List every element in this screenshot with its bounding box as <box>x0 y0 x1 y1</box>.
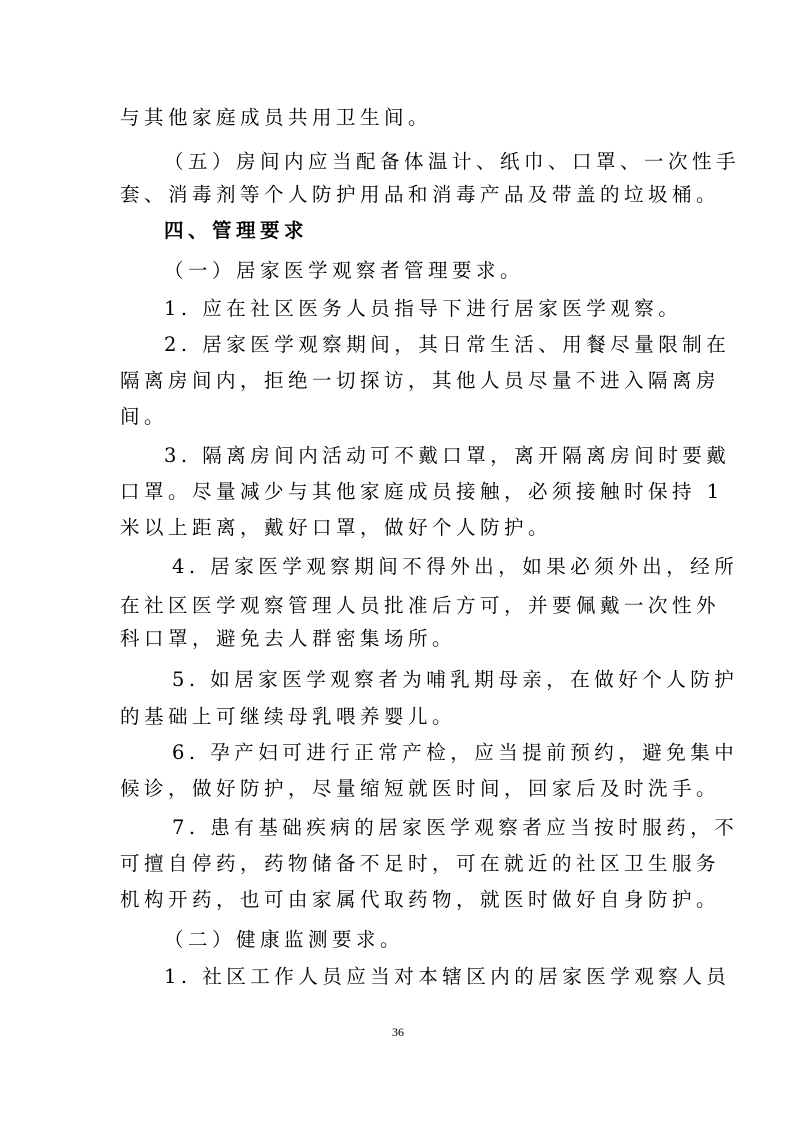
text-line: 7. 患有基础疾病的居家医学观察者应当按时服药，不 <box>172 816 739 839</box>
text-line: 机构开药，也可由家属代取药物，就医时做好自身防护。 <box>120 888 721 911</box>
text-line: 2. 居家医学观察期间，其日常生活、用餐尽量限制在 <box>164 333 731 356</box>
section-heading: 四、管理要求 <box>164 219 309 242</box>
text-line: 间。 <box>120 405 169 428</box>
text-line: 4. 居家医学观察期间不得外出，如果必须外出，经所 <box>172 555 739 578</box>
text-line: 5. 如居家医学观察者为哺乳期母亲，在做好个人防护 <box>172 668 739 691</box>
text-line: 在社区医学观察管理人员批准后方可，并要佩戴一次性外 <box>120 594 721 617</box>
page-number: 36 <box>392 1025 404 1039</box>
text-line: 可擅自停药，药物储备不足时，可在就近的社区卫生服务 <box>120 852 721 875</box>
text-line: 1. 社区工作人员应当对本辖区内的居家医学观察人员 <box>164 965 731 988</box>
text-line: 米以上距离，戴好口罩，做好个人防护。 <box>120 516 553 539</box>
text-line: 隔离房间内，拒绝一切探访，其他人员尽量不进入隔离房 <box>120 369 721 392</box>
text-line: 口罩。尽量减少与其他家庭成员接触，必须接触时保持 1 <box>120 480 724 503</box>
text-line: 1. 应在社区医务人员指导下进行居家医学观察。 <box>164 297 683 320</box>
subsection-heading: （二）健康监测要求。 <box>164 928 405 951</box>
subsection-heading: （一）居家医学观察者管理要求。 <box>164 259 525 282</box>
text-line: 科口罩，避免去人群密集场所。 <box>120 627 457 650</box>
text-line: 候诊，做好防护，尽量缩短就医时间，回家后及时洗手。 <box>120 777 721 800</box>
text-line: 套、消毒剂等个人防护用品和消毒产品及带盖的垃圾桶。 <box>120 183 721 206</box>
text-line: 3. 隔离房间内活动可不戴口罩，离开隔离房间时要戴 <box>164 444 731 467</box>
text-line: 与其他家庭成员共用卫生间。 <box>120 106 433 129</box>
text-line: （五）房间内应当配备体温计、纸巾、口罩、一次性手 <box>164 150 741 173</box>
text-line: 的基础上可继续母乳喂养婴儿。 <box>120 705 457 728</box>
text-line: 6. 孕产妇可进行正常产检，应当提前预约，避免集中 <box>172 741 739 764</box>
